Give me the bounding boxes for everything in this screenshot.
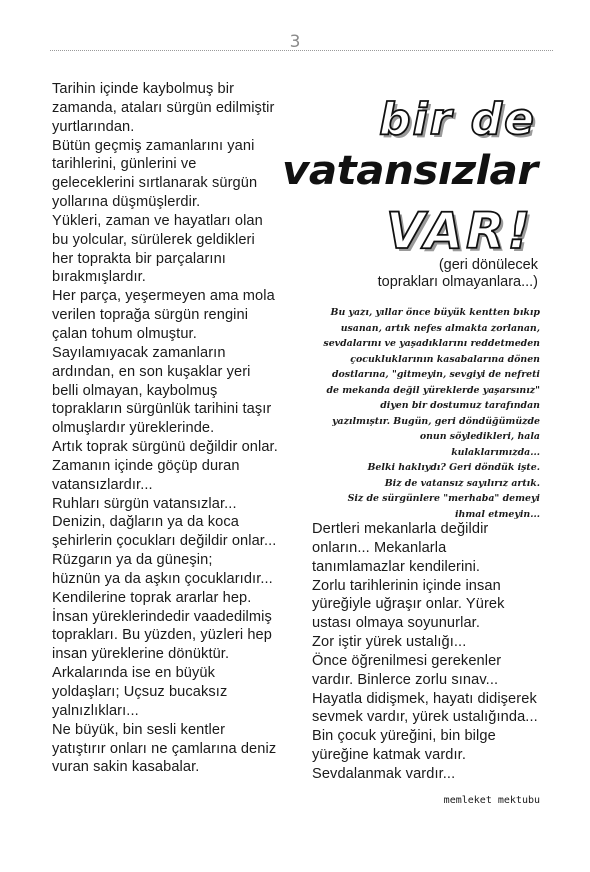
footer-signature: memleket mektubu (443, 795, 540, 806)
subtitle-line: (geri dönülecek (438, 257, 538, 273)
quote-text-line: dostlarına, "gitmeyin, sevgiyi de nefreti (331, 369, 540, 380)
body-text-line: yüreğine katmak vardır. (312, 747, 466, 764)
body-text-line: bu yolcular, sürülerek geldikleri (52, 231, 255, 248)
body-text-line: yatıştırır onları ne çamlarına deniz (52, 740, 277, 757)
body-text-line: olmuşlardır yüreklerinde. (52, 420, 215, 437)
title-line-bir-de: bir de (379, 94, 536, 145)
body-text-line: Denizin, dağların ya da koca (52, 514, 239, 531)
body-text-line: verilen toprağa sürgün rengini (52, 307, 249, 324)
body-text-line: vuran sakin kasabalar. (52, 759, 200, 776)
body-text-line: yüreğiyle uğraşır onlar. Yürek (312, 596, 505, 613)
quote-text-line: Siz de sürgünlere "merhaba" demeyi (347, 493, 540, 504)
left-text-column (52, 80, 287, 777)
body-text-line: bırakmışlardır. (52, 269, 146, 286)
body-text-line: tarihlerini, günlerini ve (52, 156, 197, 173)
right-text-column (312, 520, 542, 784)
body-text-line: Ne büyük, bin sesli kentler (52, 721, 226, 738)
body-text-line: sevmek vardır, yürek ustalığında... (312, 709, 538, 726)
quote-text-line: sevdalarını ve yaşadıklarını reddetmeden (323, 338, 540, 349)
article-title (280, 90, 540, 260)
quote-text-line: kulaklarımızda... (451, 446, 540, 458)
quote-text-line: Belki haklıydı? Geri döndük işte. (367, 462, 540, 473)
body-text-line: zamanda, ataları sürgün edilmiştir (52, 99, 275, 116)
subtitle-line: toprakları olmayanlara...) (377, 274, 538, 290)
page-number: 3 (289, 32, 301, 52)
body-text-line: Zor iştir yürek ustalığı... (312, 634, 467, 651)
body-text-line: Yükleri, zaman ve hayatları olan (52, 212, 263, 229)
body-text-line: Önce öğrenilmesi gerekenler (312, 652, 502, 669)
quote-text-line: diyen bir dostumuz tarafından (380, 400, 540, 411)
body-text-line: Kendilerine toprak ararlar hep. (52, 589, 252, 606)
body-text-line: yurtlarından. (52, 118, 135, 135)
body-text-line: ardından, en son kuşaklar yeri (52, 363, 251, 380)
quote-text-line: onun söyledikleri, hala (419, 431, 540, 442)
body-text-line: İnsan yüreklerindedir vaadedilmiş (52, 608, 272, 625)
quote-text-line: usanan, artık nefes almakta zorlanan, (340, 322, 540, 334)
quote-text-line: de mekanda değil yüreklerde yaşarsınız" (326, 384, 540, 396)
body-text-line: Ruhları sürgün vatansızlar... (52, 495, 237, 512)
body-text-line: Arkalarında ise en büyük (52, 665, 216, 682)
quote-text-line: çocukluklarının kasabalarına dönen (350, 353, 540, 365)
body-text-line: Rüzgarın ya da güneşin; (52, 552, 213, 569)
quote-text-line: Biz de vatansız sayılırız artık. (384, 477, 540, 489)
body-text-line: hüznün ya da aşkın çocuklarıdır... (52, 570, 273, 587)
header-divider (50, 50, 553, 51)
article-subtitle (378, 257, 538, 291)
body-text-line: ustası olmaya soyunurlar. (312, 615, 480, 632)
body-text-line: Hayatla didişmek, hayatı didişerek (312, 690, 537, 707)
body-text-line: insan yüreklerine dönüktür. (52, 646, 230, 663)
body-text-line: toprakları. Bu yüzden, yüzleri hep (52, 627, 272, 644)
body-text-line: Tarihin içinde kaybolmuş bir (52, 81, 235, 97)
body-text-line: Artık toprak sürgünü değildir onlar. (52, 439, 278, 456)
italic-quote (300, 305, 540, 522)
body-text-line: geleceklerini sırtlanarak sürgün (52, 175, 258, 192)
body-text-line: yollarına düşmüşlerdir. (52, 194, 201, 211)
quote-text-line: Bu yazı, yıllar önce büyük kentten bıkıp (330, 307, 540, 318)
body-text-line: Dertleri mekanlarla değildir (312, 521, 489, 537)
body-text-line: vatansızlardır... (52, 476, 153, 493)
body-text-line: çalan tohum olmuştur. (52, 325, 197, 342)
body-text-line: yoldaşları; Uçsuz bucaksız (52, 684, 228, 700)
body-text-line: şehirlerin çocukları değildir onlar... (52, 533, 277, 550)
body-text-line: yalnızlıkları... (52, 702, 139, 719)
body-text-line: Bütün geçmiş zamanlarını yani (52, 137, 255, 154)
body-text-line: vardır. Binlerce zorlu sınav... (312, 671, 499, 688)
body-text-line: tanımlamazlar kendilerini. (312, 558, 481, 575)
body-text-line: toprakların sürgünlük tarihini taşır (52, 401, 272, 418)
title-line-var: VAR! (386, 202, 534, 260)
body-text-line: her toprakta bir parçalarını (52, 250, 226, 267)
quote-text-line: yazılmıştır. Bugün, geri döndüğümüzde (332, 415, 540, 427)
quote-text-line: ihmal etmeyin... (455, 508, 540, 520)
body-text-line: belli olmayan, kaybolmuş (52, 382, 218, 399)
body-text-line: Sayılamıyacak zamanların (52, 344, 226, 361)
body-text-line: Sevdalanmak vardır... (312, 765, 456, 782)
body-text-line: Zorlu tarihlerinin içinde insan (312, 577, 501, 594)
body-text-line: Bin çocuk yüreğini, bin bilge (312, 728, 496, 745)
body-text-line: Zamanın içinde göçüp duran (52, 457, 240, 474)
title-line-vatansizlar: vatansızlar (282, 148, 538, 194)
body-text-line: Her parça, yeşermeyen ama mola (52, 288, 275, 305)
body-text-line: onların... Mekanlarla (312, 539, 447, 556)
